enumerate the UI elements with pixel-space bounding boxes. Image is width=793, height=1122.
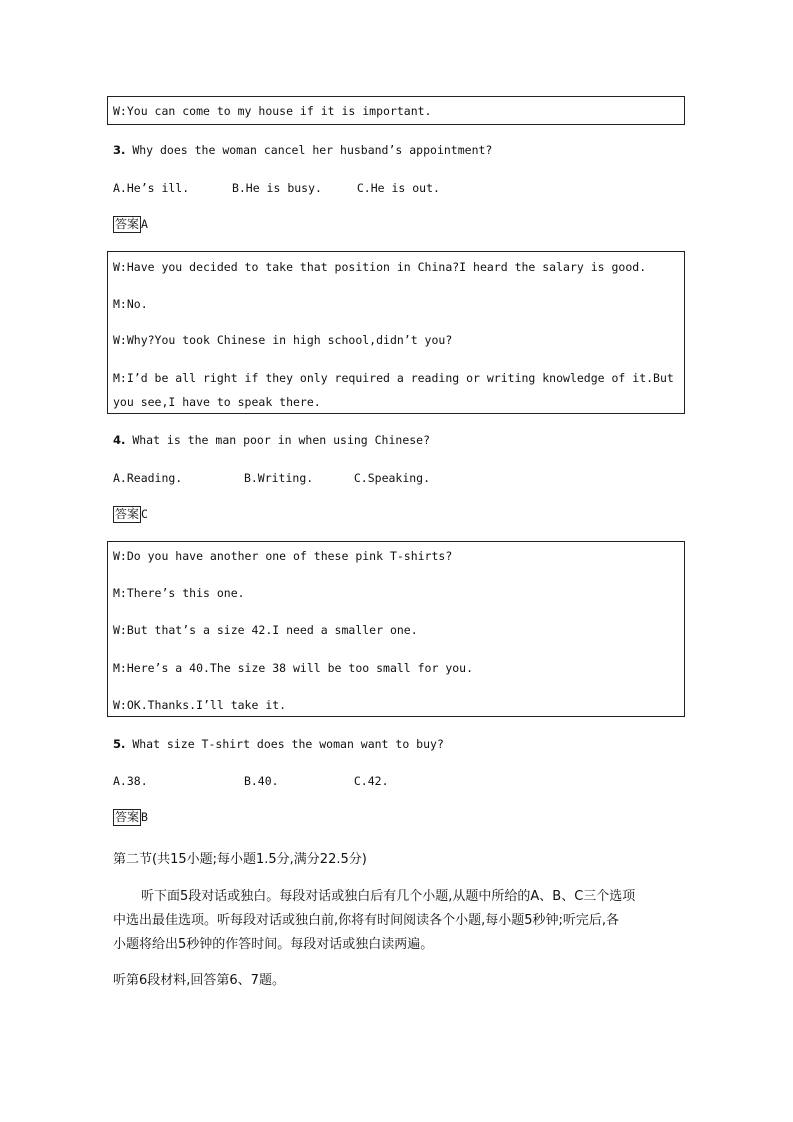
instruction-line: 听下面5段对话或独白。每段对话或独白后有几个小题,从题中所给的A、B、C三个选项 [141,889,636,904]
answer-label: 答案 [115,507,140,521]
answer-5 [113,809,148,826]
section-heading: 第二节(共15小题;每小题1.5分,满分22.5分) [113,852,367,867]
option-b: B.40. [243,774,279,788]
option-a: A.He’s ill. [113,181,190,195]
answer-label: 答案 [115,810,140,824]
transcript-box-3 [107,541,685,717]
option-a: A.Reading. [113,471,183,485]
question-number: 4. [113,433,126,447]
material-prompt: 听第6段材料,回答第6、7题。 [113,973,285,988]
transcript-line: W:But that’s a size 42.I need a smaller one. [113,623,418,637]
option-b: B.Writing. [243,471,314,485]
question-4-options [113,471,430,485]
transcript-line: M:Here’s a 40.The size 38 will be too small for you. [113,661,474,675]
question-4 [113,433,430,447]
transcript-line: M:No. [113,297,148,311]
instruction-line: 小题将给出5秒钟的作答时间。每段对话或独白读两遍。 [113,937,434,952]
answer-value: B [141,810,148,824]
answer-value: C [141,507,148,521]
answer-value: A [141,217,148,231]
transcript-line: W:OK.Thanks.I’ll take it. [113,698,287,712]
transcript-line: M:There’s this one. [113,586,245,600]
transcript-line: M:I’d be all right if they only required a reading or writing knowledge of it.But [113,371,674,385]
transcript-line: W:Why?You took Chinese in high school,didn’t you? [113,333,453,347]
transcript-line: W:Have you decided to take that position in China?I heard the salary is good. [113,260,647,274]
question-number: 3. [113,143,126,157]
answer-3 [113,216,148,233]
answer-label: 答案 [115,217,140,231]
question-text: Why does the woman cancel her husband’s appointment? [132,143,493,157]
instruction-line: 中选出最佳选项。听每段对话或独白前,你将有时间阅读各个小题,每小题5秒钟;听完后,各 [113,913,620,928]
transcript-box-2 [107,251,685,414]
question-3 [113,143,492,157]
transcript-line: W:Do you have another one of these pink T-shirts? [113,549,453,563]
transcript-line: you see,I have to speak there. [113,395,321,409]
question-text: What size T-shirt does the woman want to buy? [132,737,444,751]
answer-4 [113,506,148,523]
option-b: B.He is busy. [231,181,322,195]
question-5 [113,737,444,751]
option-c: C.42. [353,774,389,788]
question-text: What is the man poor in when using Chinese? [132,433,431,447]
transcript-line: W:You can come to my house if it is important. [113,104,432,118]
transcript-box-1 [107,96,685,125]
question-3-options [113,181,440,195]
question-5-options [113,774,389,788]
option-c: C.Speaking. [353,471,431,485]
option-c: C.He is out. [356,181,440,195]
question-number: 5. [113,737,126,751]
option-a: A.38. [113,774,148,788]
